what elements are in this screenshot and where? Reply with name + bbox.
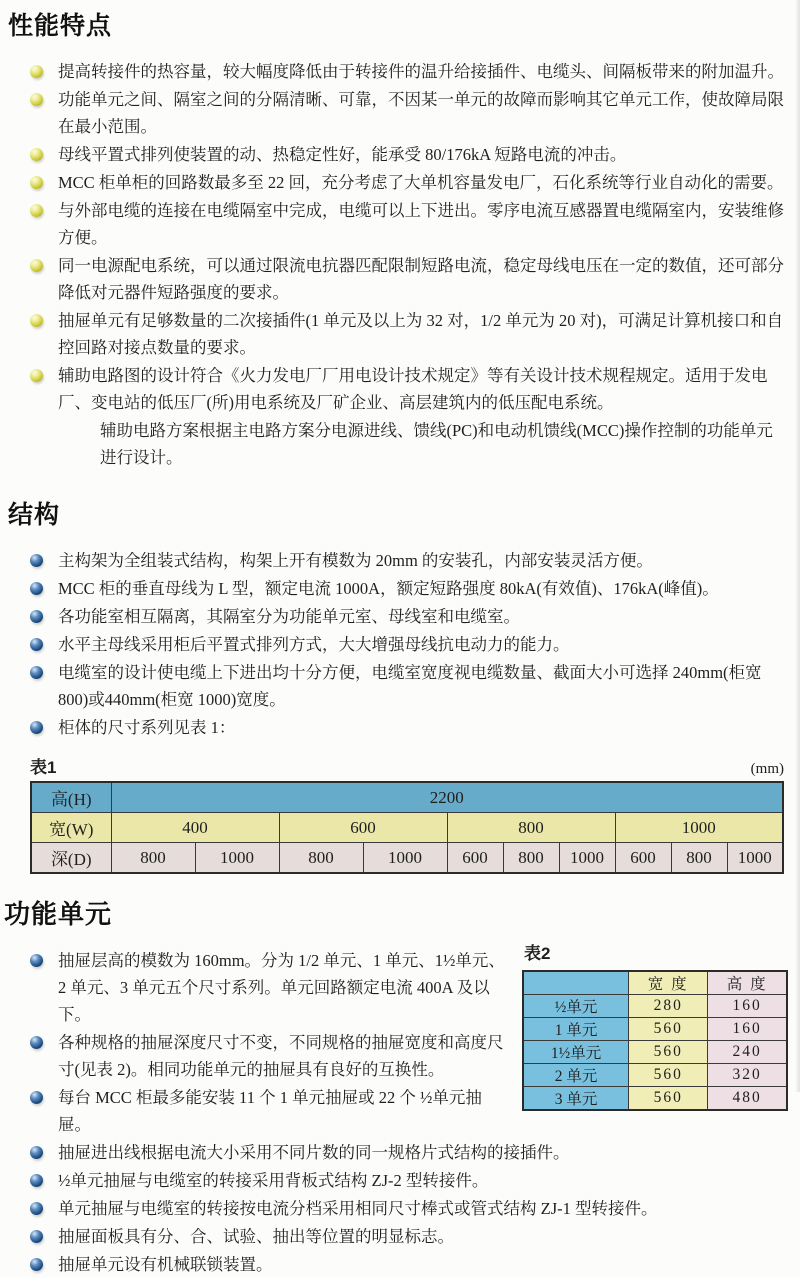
structure-bullet-list xyxy=(8,547,788,741)
table1-unit: (mm) xyxy=(750,761,784,777)
list-item-text: 抽屉单元设有机械联锁装置。 xyxy=(58,1255,273,1274)
list-item-text: 辅助电路图的设计符合《火力发电厂厂用电设计技术规定》等有关设计技术规程规定。适用于发电厂、变电站的低压厂(所)用电系统及厂矿企业、高层建筑内的低压配电系统。 xyxy=(58,366,768,412)
list-item xyxy=(8,141,788,168)
list-item xyxy=(8,1139,788,1166)
bullet-icon xyxy=(30,666,43,679)
list-item xyxy=(8,603,788,630)
list-item xyxy=(8,659,788,713)
table-cell: 1000 xyxy=(727,843,783,874)
list-item-text: 各功能室相互隔离，其隔室分为功能单元室、母线室和电缆室。 xyxy=(58,607,520,626)
bullet-icon xyxy=(30,610,43,623)
list-item-text: 提高转接件的热容量，较大幅度降低由于转接件的温升给接插件、电缆头、间隔板带来的附加温升。 xyxy=(58,62,784,81)
bullet-icon xyxy=(30,954,43,967)
table-cell: 800 xyxy=(503,843,559,874)
table-cell: 600 xyxy=(615,843,671,874)
list-item-text: 抽屉进出线根据电流大小采用不同片数的同一规格片式结构的接插件。 xyxy=(58,1143,570,1162)
table-cell: 280 xyxy=(629,995,708,1018)
table-row-width xyxy=(31,813,783,843)
table1-caption xyxy=(30,753,788,778)
table-cell: 600 xyxy=(279,813,447,843)
bullet-icon xyxy=(30,1174,43,1187)
list-item-text: 抽屉层高的模数为 160mm。分为 1/2 单元、1 单元、1½单元、2 单元、3 单元五个尺寸系列。单元回路额定电流 400A 及以下。 xyxy=(58,951,505,1024)
table-cell: 240 xyxy=(708,1041,787,1064)
table-cell: 560 xyxy=(629,1064,708,1087)
list-item xyxy=(8,631,788,658)
table-cell: 320 xyxy=(708,1064,787,1087)
table-cell: 560 xyxy=(629,1041,708,1064)
bullet-icon xyxy=(30,1146,43,1159)
table-cell: 2 单元 xyxy=(523,1064,629,1087)
functional-bullet-list xyxy=(8,947,788,1278)
table-header-cell: 宽 度 xyxy=(629,971,708,995)
bullet-icon xyxy=(30,1230,43,1243)
table-cell: 600 xyxy=(447,843,503,874)
bullet-icon xyxy=(30,1091,43,1104)
bullet-icon xyxy=(30,314,43,327)
table-cell: 2200 xyxy=(111,782,783,813)
table-cell: 800 xyxy=(447,813,615,843)
table-row-depth xyxy=(31,843,783,874)
table-row-header: 深(D) xyxy=(31,843,111,874)
bullet-icon xyxy=(30,93,43,106)
section-structure xyxy=(8,495,788,874)
table-cell: ½单元 xyxy=(523,995,629,1018)
table-cell: 400 xyxy=(111,813,279,843)
list-item-text: 每台 MCC 柜最多能安装 11 个 1 单元抽屉或 22 个 ½单元抽屉。 xyxy=(58,1088,482,1134)
list-item-text: 与外部电缆的连接在电缆隔室中完成，电缆可以上下进出。零序电流互感器置电缆隔室内，安装维修方便。 xyxy=(58,201,784,247)
bullet-icon xyxy=(30,204,43,217)
list-item xyxy=(8,58,788,85)
table-header-cell: 高 度 xyxy=(708,971,787,995)
list-item xyxy=(8,714,788,741)
bullet-icon xyxy=(30,582,43,595)
list-item xyxy=(8,1223,788,1250)
list-item-text: 母线平置式排列使装置的动、热稳定性好，能承受 80/176kA 短路电流的冲击。 xyxy=(58,145,627,164)
list-item xyxy=(8,86,788,140)
list-item xyxy=(8,252,788,306)
table-cell: 560 xyxy=(629,1087,708,1111)
bullet-icon xyxy=(30,721,43,734)
list-item xyxy=(8,197,788,251)
list-item xyxy=(8,362,788,416)
table-cell: 480 xyxy=(708,1087,787,1111)
table-cell: 800 xyxy=(279,843,363,874)
table-cell: 1000 xyxy=(615,813,783,843)
list-item-text: 同一电源配电系统，可以通过限流电抗器匹配限制短路电流，稳定母线电压在一定的数值，还可部分降低对元器件短路强度的要求。 xyxy=(58,256,784,302)
list-item-text: 主构架为全组装式结构，构架上开有模数为 20mm 的安装孔，内部安装灵活方便。 xyxy=(58,551,653,570)
bullet-icon xyxy=(30,148,43,161)
functional-units-content xyxy=(8,944,788,1278)
bullet-icon xyxy=(30,259,43,272)
table-row-height xyxy=(31,782,783,813)
bullet-icon xyxy=(30,1202,43,1215)
list-item-text: MCC 柜单柜的回路数最多至 22 回，充分考虑了大单机容量发电厂，石化系统等行业自动化的需要。 xyxy=(58,173,784,192)
list-item xyxy=(8,1167,788,1194)
table2-label: 表2 xyxy=(524,944,551,963)
table-cell: 1000 xyxy=(363,843,447,874)
section-performance-title: 性能特点 xyxy=(8,12,113,40)
list-item-text: 电缆室的设计使电缆上下进出均十分方便，电缆室宽度视电缆数量、截面大小可选择 240mm(柜宽 800)或440mm(柜宽 1000)宽度。 xyxy=(58,663,762,709)
bullet-icon xyxy=(30,176,43,189)
list-item xyxy=(8,1084,788,1138)
list-item-text: 柜体的尺寸系列见表 1： xyxy=(58,718,236,737)
auxiliary-circuit-note: 辅助电路方案根据主电路方案分电源进线、馈线(PC)和电动机馈线(MCC)操作控制的功能单元进行设计。 xyxy=(100,421,773,467)
bullet-icon xyxy=(30,65,43,78)
table-cell: 1000 xyxy=(559,843,615,874)
list-item-text: 单元抽屉与电缆室的转接按电流分档采用相同尺寸棒式或管式结构 ZJ-1 型转接件。 xyxy=(58,1199,658,1218)
table-cell: 160 xyxy=(708,995,787,1018)
table-cell: 800 xyxy=(671,843,727,874)
list-item xyxy=(8,575,788,602)
list-item xyxy=(8,547,788,574)
table-row-header: 高(H) xyxy=(31,782,111,813)
table-1-cabinet-dimensions xyxy=(30,781,784,874)
section-performance xyxy=(8,6,788,471)
list-item-text: 抽屉面板具有分、合、试验、抽出等位置的明显标志。 xyxy=(58,1227,454,1246)
bullet-icon xyxy=(30,638,43,651)
table-row-header: 宽(W) xyxy=(31,813,111,843)
list-item xyxy=(8,1251,788,1278)
section-functional-units xyxy=(4,894,788,1278)
list-item xyxy=(8,307,788,361)
table1-label: 表1 xyxy=(30,758,57,777)
list-item-text: ½单元抽屉与电缆室的转接采用背板式结构 ZJ-2 型转接件。 xyxy=(58,1171,489,1190)
list-item xyxy=(8,169,788,196)
table-cell: 1000 xyxy=(195,843,279,874)
list-item xyxy=(8,1029,788,1083)
list-item-text: 水平主母线采用柜后平置式排列方式，大大增强母线抗电动力的能力。 xyxy=(58,635,570,654)
bullet-icon xyxy=(30,1036,43,1049)
table-cell: 3 单元 xyxy=(523,1087,629,1111)
bullet-icon xyxy=(30,554,43,567)
list-item-text: 抽屉单元有足够数量的二次接插件(1 单元及以上为 32 对，1/2 单元为 20 对)，可满足计算机接口和自控回路对接点数量的要求。 xyxy=(58,311,784,357)
list-item xyxy=(8,947,788,1028)
list-item xyxy=(8,1195,788,1222)
table-cell: 160 xyxy=(708,1018,787,1041)
section-structure-title: 结构 xyxy=(8,501,61,529)
bullet-icon xyxy=(30,1258,43,1271)
list-item-text: 功能单元之间、隔室之间的分隔清晰、可靠，不因某一单元的故障而影响其它单元工作，使故障局限在最小范围。 xyxy=(58,90,784,136)
list-item-text: 各种规格的抽屉深度尺寸不变，不同规格的抽屉宽度和高度尺寸(见表 2)。相同功能单元的抽屉具有良好的互换性。 xyxy=(58,1033,504,1079)
table-cell: 800 xyxy=(111,843,195,874)
list-item-text: MCC 柜的垂直母线为 L 型，额定电流 1000A，额定短路强度 80kA(有效值)、176kA(峰值)。 xyxy=(58,579,719,598)
bullet-icon xyxy=(30,369,43,382)
table-cell: 1½单元 xyxy=(523,1041,629,1064)
section-functional-units-title: 功能单元 xyxy=(4,899,113,929)
table-cell: 560 xyxy=(629,1018,708,1041)
table-cell: 1 单元 xyxy=(523,1018,629,1041)
performance-bullet-list xyxy=(8,58,788,416)
